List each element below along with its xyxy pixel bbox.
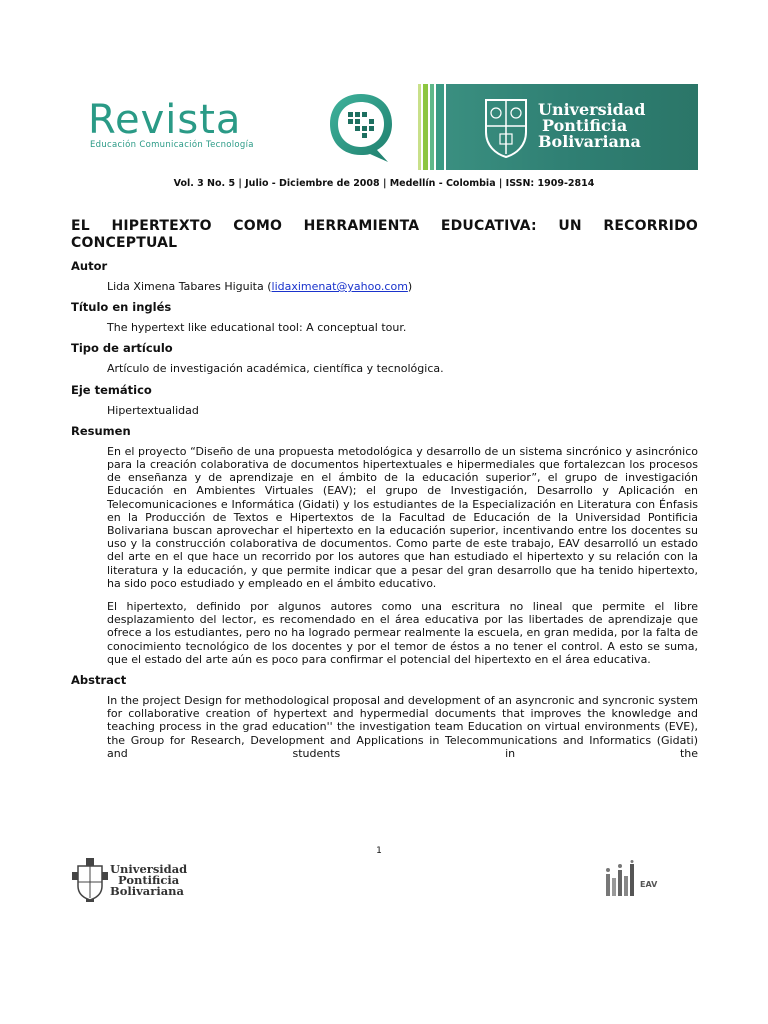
- author-name: Lida Ximena Tabares Higuita (: [107, 280, 272, 293]
- header-banner: [84, 84, 698, 170]
- article-title: EL HIPERTEXTO COMO HERRAMIENTA EDUCATIVA: UN RECORRIDO CONCEPTUAL: [71, 218, 698, 251]
- summary-paragraph-2: El hipertexto, definido por algunos autores como una escritura no lineal que permite el libre desplazamiento del lector, es recomendado en el área educativa por las libertades de aprendizaje que ofrece a los estudiantes, pero no ha logrado permear realmente la escuela, en gran medida, por la falta de conocimiento tecnológico de los docentes y por el temor de éstos a no tener el control. A esto se suma, que el estado del arte aún es poco para confirmar el potencial del hipertexto en el área educativa.: [107, 600, 698, 666]
- author-heading: Autor: [71, 259, 108, 273]
- thematic-axis-heading: Eje temático: [71, 382, 152, 397]
- q-speech-bubble-icon: [324, 90, 398, 164]
- revista-wordmark: Revista: [88, 97, 242, 143]
- article-type-heading: Tipo de artículo: [71, 341, 173, 356]
- footer-university-logo: [72, 858, 212, 904]
- footer-eav-logo: [604, 860, 670, 900]
- footer-university-line2: Pontificia: [118, 873, 180, 887]
- footer-crest-icon: [72, 858, 108, 902]
- footer-university-line3: Bolivariana: [110, 884, 184, 898]
- revista-subtitle: Educación Comunicación Tecnología: [90, 140, 254, 150]
- university-name: [538, 102, 645, 150]
- summary-paragraph-1: En el proyecto “Diseño de una propuesta metodológica y desarrollo de un sistema sincrónico y asincrónico para la creación colaborativa de documentos hipertextuales e hipermediales que fortalezcan los procesos de enseñanza y de aprendizaje en el ámbito de la educación superior”, el grupo de investigación Educación en Ambientes Virtuales (EAV); el grupo de Investigación, Desarrollo y Aplicación en Telecomunicaciones e Informática (Gidati) y los estudiantes de la Especialización en Literatura con Énfasis en la Producción de Textos e Hipertextos de la Facultad de Educación de la Universidad Pontificia Bolivariana buscan aprovechar el hipertexto en la educación superior, incentivando entre los docentes su uso y la construcción colaborativa de documentos. Como parte de este trabajo, EAV desarrolló un estado del arte en el que hace un recorrido por los autores que han estudiado el hipertexto y su relación con la literatura y la educación, y que permite indicar que a pesar del gran desarrollo que ha tenido hipertexto, ha sido poco estudiado y empleado en el ámbito educativo.: [107, 444, 698, 590]
- abstract-paragraph-1: In the project Design for methodological proposal and development of an asyncronic and syncronic system for collaborative creation of hypertext and hypermedial documents that improves the knowledge and teaching process in the grad education'' the investigation team Education on virtual environments (EVE), the Group for Research, Development and Applications in Telecommunications and Informatics (Gidati) and students in the: [107, 694, 698, 760]
- thematic-axis: Hipertextualidad: [107, 403, 199, 417]
- footer-university-name: [110, 864, 187, 897]
- university-name-line1: Universidad: [538, 100, 646, 119]
- article-content: [71, 218, 698, 760]
- eav-label: EAV: [640, 880, 658, 889]
- decorative-stripes: [418, 84, 444, 170]
- author-email-link[interactable]: lidaximenat@yahoo.com: [271, 280, 408, 293]
- article-type: Artículo de investigación académica, científica y tecnológica.: [107, 362, 444, 376]
- author-close: ): [407, 280, 413, 293]
- author-line: [107, 280, 698, 293]
- page-number: 1: [376, 846, 382, 856]
- eav-emblem-icon: [604, 860, 640, 900]
- abstract-heading: Abstract: [71, 673, 127, 688]
- footer-university-line1: Universidad: [110, 862, 188, 876]
- university-panel: [446, 84, 698, 170]
- english-title-heading: Título en inglés: [71, 300, 172, 315]
- university-name-line2: Pontificia: [542, 116, 628, 135]
- revista-logo: [84, 84, 414, 170]
- english-title: The hypertext like educational tool: A conceptual tour.: [107, 321, 407, 335]
- university-crest-icon: [482, 96, 530, 158]
- university-name-line3: Bolivariana: [538, 132, 641, 151]
- summary-heading: Resumen: [71, 423, 131, 438]
- issue-info: Vol. 3 No. 5 | Julio - Diciembre de 2008 | Medellín - Colombia | ISSN: 1909-2814: [173, 178, 595, 189]
